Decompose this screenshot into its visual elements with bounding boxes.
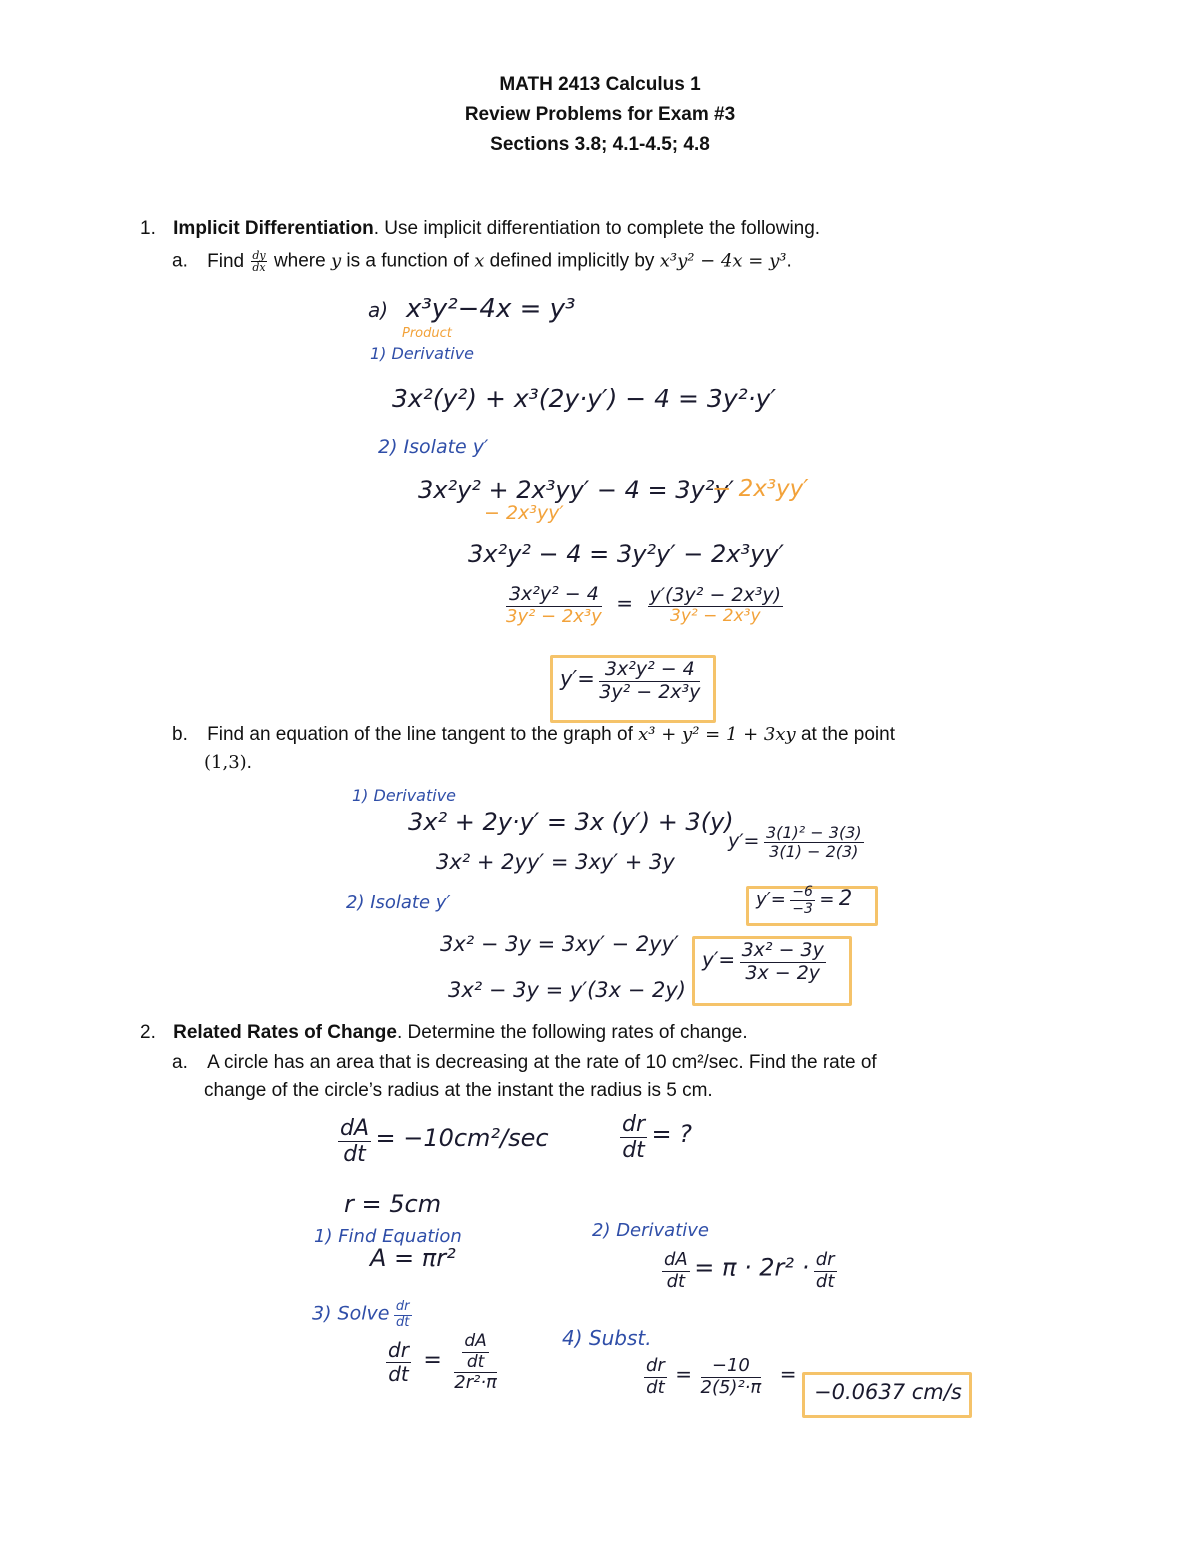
hw-dr: dr xyxy=(622,1112,646,1137)
hw-1b-line3: 3x² − 3y = 3xy′ − 2yy′ xyxy=(440,932,679,956)
hw-1a-line2-under: − 2x³yy′ xyxy=(484,502,564,524)
hw-1a-line2-orange: − 2x³yy′ xyxy=(712,476,809,502)
hw-1b-val-num: −6 xyxy=(792,884,813,900)
var-y: y xyxy=(330,250,342,272)
dy-dx-fraction xyxy=(251,250,266,273)
dy-numerator: dy xyxy=(252,249,266,262)
point-1-3: (1,3) xyxy=(204,752,247,773)
hw-solve-dr-dt xyxy=(386,1339,411,1386)
hw-dr-dt xyxy=(620,1112,647,1164)
hw-unknown-value: = ? xyxy=(651,1120,692,1149)
hw-1a-line4-lhs xyxy=(506,584,602,628)
problem-2a-line1 xyxy=(172,1052,877,1074)
hw-1a-equation: x³y²−4x = y³ xyxy=(406,294,576,324)
hw-deriv-dr: dr xyxy=(815,1249,835,1270)
hw-solve-eq: = xyxy=(423,1348,442,1374)
hw-1b-answer xyxy=(702,940,826,985)
hw-1b-answer-frac xyxy=(740,940,826,985)
hw-solve-rhs-den: 2r²·π xyxy=(454,1372,497,1394)
hw-1a-line2: 3x²y² + 2x³yy′ − 4 = 3y²y′ xyxy=(418,476,734,504)
where-word: where xyxy=(273,250,326,272)
hw-deriv-dA-dt xyxy=(662,1250,690,1292)
hw-1a-label: a) xyxy=(368,298,389,322)
hw-1b-answer-num: 3x² − 3y xyxy=(741,939,824,961)
hw-deriv-dt: dt xyxy=(666,1270,686,1292)
hw-2a-step4: 4) Subst. xyxy=(562,1326,652,1350)
header-title: MATH 2413 Calculus 1 xyxy=(499,74,701,95)
hw-solve-rhs xyxy=(454,1332,497,1394)
hw-deriv-dr-dt xyxy=(814,1250,837,1292)
problem-1a-label: a. xyxy=(172,250,188,272)
hw-solve-rhs-num xyxy=(454,1332,497,1373)
hw-1a-answer-frac xyxy=(599,659,700,704)
find-word: Find xyxy=(207,250,245,272)
header-subtitle: Review Problems for Exam #3 xyxy=(464,104,736,125)
hw-2a-unknown xyxy=(620,1112,692,1164)
function-of-text: is a function of xyxy=(346,250,469,272)
hw-step3-dt: dt xyxy=(396,1314,410,1330)
hw-dt-2: dt xyxy=(622,1138,645,1164)
hw-1b-step1: 1) Derivative xyxy=(352,786,456,805)
problem-2a-label: a. xyxy=(172,1052,188,1073)
hw-subst-den: 2(5)²·π xyxy=(700,1376,762,1398)
hw-1b-line2: 3x² + 2yy′ = 3xy′ + 3y xyxy=(436,850,675,874)
hw-1a-step1: 1) Derivative xyxy=(370,344,474,363)
equation-1b: x³ + y² = 1 + 3xy xyxy=(638,724,796,745)
hw-1b-line4: 3x² − 3y = y′(3x − 2y) xyxy=(448,978,686,1002)
hw-1b-val-lhs: y′= xyxy=(756,888,786,910)
hw-1b-sub-num: 3(1)² − 3(3) xyxy=(765,823,862,842)
hw-1a-line4-num: 3x²y² − 4 xyxy=(506,584,602,607)
hw-1b-val-result: 2 xyxy=(838,885,853,910)
hw-1a-answer-den: 3y² − 2x³y xyxy=(599,680,701,703)
problem-2a-text1: A circle has an area that is decreasing at the rate of 10 cm²/sec. Find the rate of xyxy=(207,1052,877,1073)
hw-step3-label: 3) Solve xyxy=(312,1302,390,1325)
hw-2a-subst xyxy=(644,1356,796,1398)
hw-solve-inner-frac xyxy=(462,1332,488,1372)
hw-1b-val-eq: = xyxy=(819,888,835,910)
hw-1b-val-frac xyxy=(790,884,815,917)
problem-1b-text: Find an equation of the line tangent to the graph of xyxy=(207,724,633,745)
hw-dA: dA xyxy=(340,1116,370,1141)
hw-1b-sub-frac xyxy=(764,824,864,862)
var-x: x xyxy=(474,250,485,272)
hw-subst-eq1: = xyxy=(675,1362,693,1387)
hw-1a-line4-den: 3y² − 2x³y xyxy=(506,605,602,627)
hw-deriv-rhs: = π · 2r² · xyxy=(694,1253,810,1282)
hw-1b-sub-den: 3(1) − 2(3) xyxy=(769,842,859,862)
hw-1a-line1: 3x²(y²) + x³(2y·y′) − 4 = 3y²·y′ xyxy=(392,384,777,413)
hw-1b-substitution xyxy=(728,824,864,862)
hw-2a-given-rate xyxy=(338,1116,549,1168)
problem-2-title: Related Rates of Change xyxy=(173,1022,397,1043)
hw-1a-line3: 3x²y² − 4 = 3y²y′ − 2x³yy′ xyxy=(468,540,784,568)
hw-product-note: Product xyxy=(402,326,452,341)
hw-1b-step2: 2) Isolate y′ xyxy=(346,892,451,913)
hw-given-rate-value: = −10cm²/sec xyxy=(375,1124,549,1153)
hw-1b-value xyxy=(756,884,852,917)
hw-1b-answer-den: 3x − 2y xyxy=(745,961,821,984)
hw-subst-dt: dt xyxy=(646,1376,665,1398)
hw-1a-answer-num: 3x²y² − 4 xyxy=(599,659,700,682)
problem-1b-label: b. xyxy=(172,724,188,745)
hw-solve-dt: dt xyxy=(388,1362,409,1387)
hw-subst-dr: dr xyxy=(646,1355,665,1376)
hw-step3-dr-dt xyxy=(394,1300,412,1331)
problem-1-number: 1. xyxy=(140,218,156,239)
problem-1-instructions: . Use implicit differentiation to complete the following. xyxy=(373,218,821,239)
hw-1a-line4-rhs xyxy=(648,585,784,627)
hw-radius: r = 5cm xyxy=(344,1190,442,1218)
hw-1b-sub-lhs: y′= xyxy=(728,830,760,853)
hw-solve-dr: dr xyxy=(388,1338,409,1363)
hw-step3-dr: dr xyxy=(395,1299,410,1314)
hw-1a-line4-eq: = xyxy=(616,591,634,615)
period-1b: . xyxy=(246,752,252,773)
hw-2a-step2: 2) Derivative xyxy=(592,1220,709,1241)
problem-2-number: 2. xyxy=(140,1022,156,1043)
hw-2a-derivative xyxy=(662,1250,837,1292)
hw-deriv-dt-2: dt xyxy=(815,1270,835,1292)
hw-1a-line4-rhs-num: y′(3y² − 2x³y) xyxy=(649,583,782,606)
period: . xyxy=(786,250,792,272)
hw-2a-solve xyxy=(386,1332,497,1394)
hw-2a-step3 xyxy=(312,1300,412,1331)
hw-area-equation: A = πr² xyxy=(370,1244,456,1272)
hw-subst-frac xyxy=(701,1356,762,1398)
problem-2-instructions: . Determine the following rates of change. xyxy=(396,1022,748,1043)
defined-text: defined implicitly by xyxy=(489,250,655,272)
problem-1b-point xyxy=(204,752,252,774)
problem-1-title: Implicit Differentiation xyxy=(173,218,374,239)
hw-1b-line1: 3x² + 2y·y′ = 3x (y′) + 3(y) xyxy=(408,808,734,836)
hw-subst-num: −10 xyxy=(701,1356,762,1378)
problem-1b-statement xyxy=(172,724,895,746)
problem-2-heading xyxy=(140,1022,748,1044)
hw-deriv-dA: dA xyxy=(664,1249,688,1270)
hw-solve-inner-dt: dt xyxy=(466,1351,485,1372)
hw-dA-dt xyxy=(338,1116,371,1168)
hw-dt: dt xyxy=(343,1142,366,1168)
hw-1a-answer xyxy=(560,659,700,704)
hw-1b-answer-lhs: y′= xyxy=(702,947,736,972)
hw-2a-step1: 1) Find Equation xyxy=(314,1226,462,1247)
header-sections: Sections 3.8; 4.1-4.5; 4.8 xyxy=(490,134,710,155)
problem-1a-statement xyxy=(172,250,792,273)
hw-1b-val-den: −3 xyxy=(792,901,813,918)
hw-1a-line4 xyxy=(506,584,783,628)
problem-2a-line2: change of the circle’s radius at the instant the radius is 5 cm. xyxy=(204,1080,713,1101)
problem-1-heading xyxy=(140,218,820,240)
hw-1a-answer-lhs: y′= xyxy=(560,666,595,691)
hw-1a-line4-rhs-den: 3y² − 2x³y xyxy=(670,606,761,627)
hw-2a-final-answer: −0.0637 cm/s xyxy=(814,1380,962,1404)
hw-subst-eq2: = xyxy=(779,1362,797,1387)
hw-1a-step2: 2) Isolate y′ xyxy=(378,436,489,458)
equation-1a: x³y² − 4x = y³ xyxy=(659,250,787,272)
problem-1b-tail: at the point xyxy=(800,724,896,745)
dx-denominator: dx xyxy=(252,261,266,274)
hw-solve-inner-dA: dA xyxy=(464,1331,487,1351)
hw-subst-dr-dt xyxy=(644,1356,667,1398)
